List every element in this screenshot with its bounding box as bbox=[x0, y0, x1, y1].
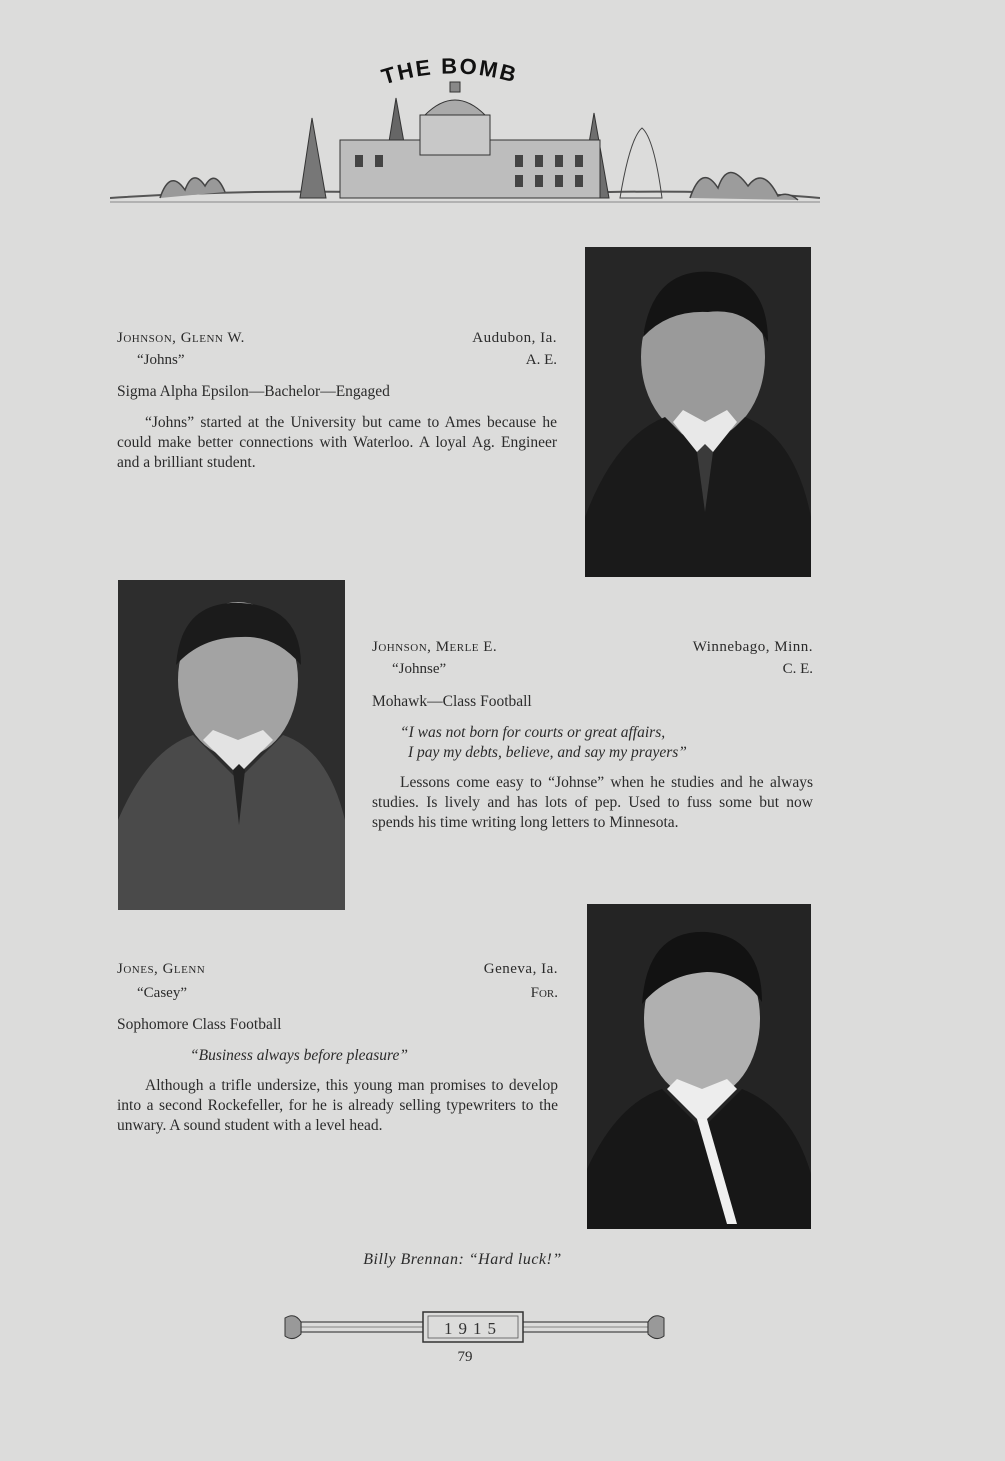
entry-2-portrait-image bbox=[118, 580, 345, 910]
entry-1-hometown: Audubon, Ia. bbox=[472, 330, 557, 346]
entry-2-first-name: Merle E. bbox=[435, 639, 498, 655]
entry-2-quote-line-2: I pay my debts, believe, and say my prayers” bbox=[408, 744, 687, 761]
entry-2-last-name: Johnson, bbox=[372, 639, 432, 655]
entry-1-organizations: Sigma Alpha Epsilon—Bachelor—Engaged bbox=[117, 383, 390, 400]
entry-3-portrait bbox=[587, 904, 811, 1229]
entry-2-course: C. E. bbox=[782, 661, 813, 677]
entry-3-nickname: “Casey” bbox=[137, 985, 187, 1001]
entry-3-quote: “Business always before pleasure” bbox=[190, 1047, 408, 1064]
entry-3-last-name: Jones, bbox=[117, 961, 159, 977]
entry-1-portrait-image bbox=[585, 247, 811, 577]
entry-2-header bbox=[372, 639, 813, 656]
entry-3-header bbox=[117, 961, 558, 978]
entry-1-subheader bbox=[137, 352, 557, 369]
entry-1-header bbox=[117, 330, 557, 347]
footer-year: 1915 bbox=[444, 1319, 502, 1338]
entry-1-last-name: Johnson, bbox=[117, 330, 177, 346]
entry-1-nickname: “Johns” bbox=[137, 352, 185, 368]
banner-title-text: THE BOMB bbox=[378, 53, 521, 90]
entry-2-subheader bbox=[392, 661, 813, 678]
page-caption: Billy Brennan: “Hard luck!” bbox=[363, 1251, 562, 1268]
entry-2-description: Lessons come easy to “Johnse” when he studies and he always studies. Is lively and has lots of pep. Used to fuss some but now spends his time writing long letters to Minnesota. bbox=[372, 774, 813, 831]
footer-ornament bbox=[283, 1310, 666, 1344]
entry-3-description: Although a trifle undersize, this young man promises to develop into a second Rockefeller, for he is already selling typewriters to the unwary. A sound student with a level head. bbox=[117, 1077, 558, 1134]
entry-2-quote-line-1: “I was not born for courts or great affairs, bbox=[400, 724, 666, 741]
entry-1-portrait bbox=[585, 247, 811, 577]
entry-2-organizations: Mohawk—Class Football bbox=[372, 693, 532, 710]
entry-3-organizations: Sophomore Class Football bbox=[117, 1016, 282, 1033]
entry-3-first-name: Glenn bbox=[162, 961, 206, 977]
entry-1-description: “Johns” started at the University but came to Ames because he could make better connections with Waterloo. A loyal Ag. Engineer and a brilliant student. bbox=[117, 414, 557, 471]
campus-illustration bbox=[110, 80, 820, 210]
entry-2-hometown: Winnebago, Minn. bbox=[692, 639, 813, 655]
entry-1-course: A. E. bbox=[525, 352, 557, 368]
entry-2-portrait bbox=[118, 580, 345, 910]
entry-3-course: For. bbox=[530, 985, 558, 1001]
entry-3-hometown: Geneva, Ia. bbox=[483, 961, 558, 977]
entry-3-portrait-image bbox=[587, 904, 811, 1229]
page-number: 79 bbox=[457, 1349, 473, 1365]
entry-1-first-name: Glenn W. bbox=[180, 330, 245, 346]
entry-2-nickname: “Johnse” bbox=[392, 661, 447, 677]
entry-3-subheader bbox=[137, 985, 558, 1002]
